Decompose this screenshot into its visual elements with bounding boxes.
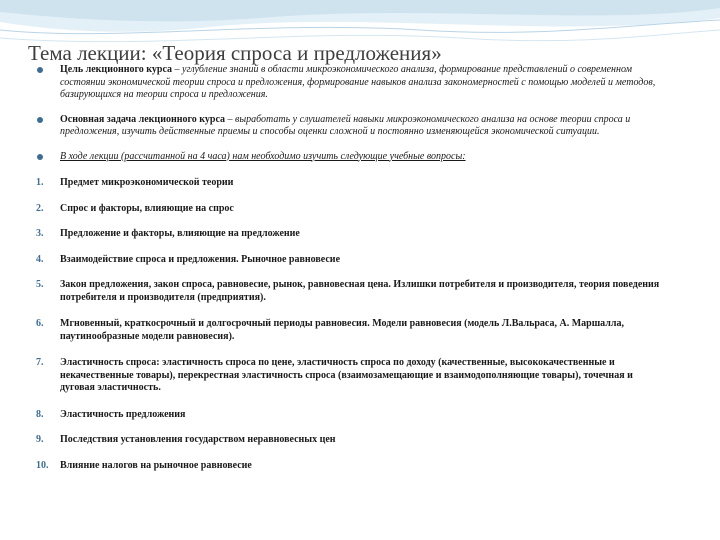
- item-text: Влияние налогов на рыночное равновесие: [60, 459, 252, 471]
- item-number: 5.: [36, 279, 44, 290]
- list-item: [36, 177, 670, 190]
- bullet-goal: [36, 64, 670, 102]
- item-text: Мгновенный, краткосрочный и долгосрочный периоды равновесия. Модели равновесия (модель Л.Вальраса, А. Маршалла, паутинообразные модели равновесия).: [60, 318, 624, 342]
- bullet-dot-icon: [37, 67, 43, 73]
- bullet-text: – углубление знаний в области микроэкономического анализа, формирование представлений о современном состоянии экономической теории спроса и предложения, формирование навыков анализа закономерностей с помощью моделей и методов, базирующихся на теории спроса и предложения.: [60, 64, 656, 100]
- item-number: 3.: [36, 228, 44, 239]
- item-text: Закон предложения, закон спроса, равновесие, рынок, равновесная цена. Излишки потребителя и производителя, теория поведения потребителя и производителя (предприятия).: [60, 279, 660, 303]
- list-item: [36, 434, 670, 447]
- item-text: Последствия установления государством неравновесных цен: [60, 434, 336, 445]
- item-text: Предложение и факторы, влияющие на предложение: [60, 228, 300, 239]
- item-number: 6.: [36, 318, 44, 329]
- bullet-dot-icon: [37, 154, 43, 160]
- item-number: 9.: [36, 434, 44, 445]
- bullet-text: – выработать у слушателей навыки микроэкономического анализа на основе теории спроса и предложения, изучить действенные приемы и способы оценки сложной и постоянно изменяющейся экономической ситуации.: [60, 113, 631, 137]
- list-item: [36, 254, 670, 267]
- item-number: 10.: [36, 459, 49, 471]
- item-text: Взаимодействие спроса и предложения. Рыночное равновесие: [60, 253, 341, 265]
- list-item: [36, 460, 670, 473]
- lecture-content: [36, 64, 670, 472]
- bullet-lead: Цель лекционного курса: [60, 64, 173, 75]
- item-number: 4.: [36, 253, 44, 265]
- list-item: [36, 357, 670, 395]
- item-number: 8.: [36, 408, 44, 420]
- item-text: Предмет микроэкономической теории: [60, 177, 234, 188]
- list-item: [36, 228, 670, 241]
- bullet-lead: Основная задача лекционного курса: [60, 113, 226, 125]
- bullet-dot-icon: [37, 117, 43, 123]
- item-number: 2.: [36, 202, 44, 214]
- list-item: [36, 409, 670, 422]
- list-item: [36, 318, 670, 343]
- list-item: [36, 203, 670, 216]
- bullet-questions-intro: [36, 151, 670, 164]
- bullet-task: [36, 114, 670, 139]
- bullet-text: В ходе лекции (рассчитанной на 4 часа) нам необходимо изучить следующие учебные вопросы:: [60, 150, 466, 162]
- item-text: Эластичность предложения: [60, 408, 186, 420]
- list-item: [36, 279, 670, 304]
- item-number: 7.: [36, 357, 44, 368]
- item-text: Эластичность спроса: эластичность спроса по цене, эластичность спроса по доходу (качественные, высококачественные и некачественные товары), перекрестная эластичность спроса (взаимозамещающие и взаимодополняющие товары), точечная и дуговая эластичность.: [60, 357, 633, 393]
- item-text: Спрос и факторы, влияющие на спрос: [60, 202, 234, 214]
- item-number: 1.: [36, 177, 44, 188]
- page-title: Тема лекции: «Теория спроса и предложения»: [28, 41, 442, 65]
